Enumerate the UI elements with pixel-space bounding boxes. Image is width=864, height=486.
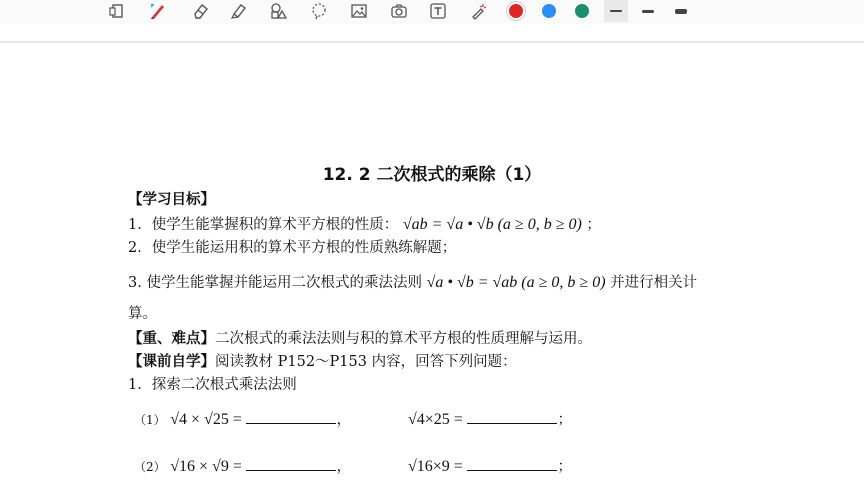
- objective-1-suffix: ；: [586, 217, 601, 233]
- key-points-text: 二次根式的乘法法则与积的算术平方根的性质理解与运用。: [215, 331, 592, 347]
- exercise-1-left-expr: √4 × √25 =: [170, 411, 242, 428]
- objective-2: 2．使学生能运用积的算术平方根的性质熟练解题；: [128, 240, 457, 256]
- drawing-toolbar: [0, 0, 864, 24]
- color-green-swatch[interactable]: [575, 4, 589, 18]
- exercise-1-left-blank[interactable]: [246, 409, 336, 424]
- exercise-1-left: [134, 408, 351, 429]
- exercise-1-number: （1）: [134, 413, 166, 427]
- objective-1-text: 1．使学生能掌握积的算术平方根的性质：: [128, 217, 399, 233]
- exercise-2-left-end: ，: [336, 459, 351, 475]
- color-blue-swatch[interactable]: [542, 4, 556, 18]
- objective-3-text: 3. 使学生能掌握并能运用二次根式的乘法法则: [128, 275, 422, 291]
- highlighter-icon[interactable]: [228, 2, 248, 20]
- exercise-2-number: （2）: [134, 460, 166, 474]
- color-red-swatch[interactable]: [509, 4, 523, 18]
- stroke-medium-button[interactable]: [636, 0, 660, 22]
- page-title: 12. 2 二次根式的乘除（1）: [322, 165, 542, 185]
- preview-heading: 【课前自学】: [128, 353, 215, 370]
- key-points-heading: 【重、难点】: [128, 330, 215, 347]
- objective-3-suffix: 并进行相关计: [610, 275, 698, 291]
- objective-3-continued: 算。: [128, 306, 157, 322]
- objectives-heading: 【学习目标】: [128, 191, 215, 208]
- preview: [128, 350, 517, 371]
- exercise-1-right-end: ；: [557, 412, 572, 428]
- exercise-2-left-expr: √16 × √9 =: [170, 458, 242, 475]
- eraser-icon[interactable]: [190, 2, 210, 20]
- preview-text: 阅读教材 P152～P153 内容，回答下列问题：: [215, 354, 517, 370]
- lasso-icon[interactable]: [309, 2, 329, 20]
- stroke-thick-button[interactable]: [669, 0, 693, 22]
- exercise-1-right-expr: √4×25 =: [408, 411, 463, 428]
- exercise-2-right-blank[interactable]: [467, 456, 557, 471]
- stroke-thin-button[interactable]: [604, 0, 628, 22]
- exercise-1-right-blank[interactable]: [467, 409, 557, 424]
- objective-3: [128, 271, 697, 292]
- insert-page-icon[interactable]: [107, 2, 127, 20]
- laser-pointer-icon[interactable]: [469, 2, 489, 20]
- image-icon[interactable]: [349, 2, 369, 20]
- exercise-1-left-end: ，: [336, 412, 351, 428]
- exercise-2-right-expr: √16×9 =: [408, 458, 463, 475]
- exercise-1-right: [408, 408, 572, 429]
- exercise-2-left: [134, 455, 351, 476]
- objective-3-formula: √a • √b = √ab (a ≥ 0, b ≥ 0): [426, 274, 606, 291]
- objective-1-formula: √ab = √a • √b (a ≥ 0, b ≥ 0): [402, 216, 582, 233]
- explore-heading: 1．探索二次根式乘法法则: [128, 377, 297, 393]
- objective-1: [128, 213, 601, 234]
- exercise-2-left-blank[interactable]: [246, 456, 336, 471]
- shapes-icon[interactable]: [268, 2, 288, 20]
- text-icon[interactable]: [428, 2, 448, 20]
- exercise-2-right: [408, 455, 572, 476]
- exercise-2-right-end: ；: [557, 459, 572, 475]
- pen-icon[interactable]: [148, 2, 168, 20]
- camera-icon[interactable]: [389, 2, 409, 20]
- key-points: [128, 327, 592, 348]
